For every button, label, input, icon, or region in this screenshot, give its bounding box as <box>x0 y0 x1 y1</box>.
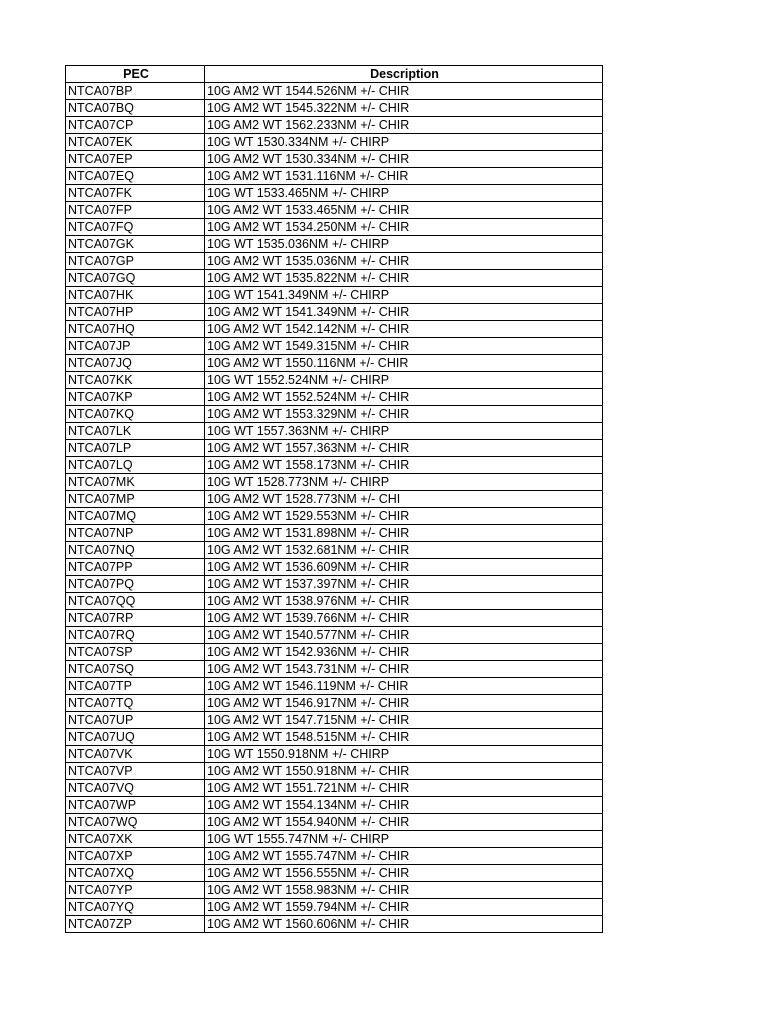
table-row <box>66 610 603 627</box>
pec-cell: NTCA07TQ <box>66 695 205 712</box>
table-row <box>66 763 603 780</box>
description-cell: 10G AM2 WT 1542.142NM +/- CHIR <box>205 321 603 338</box>
table-row <box>66 202 603 219</box>
description-cell: 10G AM2 WT 1555.747NM +/- CHIR <box>205 848 603 865</box>
pec-cell: NTCA07SQ <box>66 661 205 678</box>
table-row <box>66 525 603 542</box>
pec-cell: NTCA07PQ <box>66 576 205 593</box>
table-row <box>66 457 603 474</box>
description-cell: 10G AM2 WT 1535.822NM +/- CHIR <box>205 270 603 287</box>
pec-cell: NTCA07NP <box>66 525 205 542</box>
table-row <box>66 406 603 423</box>
pec-cell: NTCA07YQ <box>66 899 205 916</box>
pec-cell: NTCA07MK <box>66 474 205 491</box>
table-row <box>66 389 603 406</box>
pec-cell: NTCA07GK <box>66 236 205 253</box>
pec-cell: NTCA07UP <box>66 712 205 729</box>
pec-cell: NTCA07NQ <box>66 542 205 559</box>
table-row <box>66 729 603 746</box>
description-cell: 10G AM2 WT 1536.609NM +/- CHIR <box>205 559 603 576</box>
description-cell: 10G AM2 WT 1547.715NM +/- CHIR <box>205 712 603 729</box>
description-cell: 10G AM2 WT 1552.524NM +/- CHIR <box>205 389 603 406</box>
header-pec: PEC <box>66 66 205 83</box>
pec-cell: NTCA07BP <box>66 83 205 100</box>
table-row <box>66 780 603 797</box>
pec-cell: NTCA07KP <box>66 389 205 406</box>
description-cell: 10G AM2 WT 1548.515NM +/- CHIR <box>205 729 603 746</box>
header-description: Description <box>205 66 603 83</box>
description-cell: 10G AM2 WT 1546.119NM +/- CHIR <box>205 678 603 695</box>
description-cell: 10G AM2 WT 1559.794NM +/- CHIR <box>205 899 603 916</box>
pec-cell: NTCA07WQ <box>66 814 205 831</box>
pec-cell: NTCA07HQ <box>66 321 205 338</box>
pec-cell: NTCA07RQ <box>66 627 205 644</box>
pec-cell: NTCA07JQ <box>66 355 205 372</box>
description-cell: 10G AM2 WT 1531.898NM +/- CHIR <box>205 525 603 542</box>
table-row <box>66 695 603 712</box>
description-cell: 10G AM2 WT 1557.363NM +/- CHIR <box>205 440 603 457</box>
pec-cell: NTCA07WP <box>66 797 205 814</box>
description-cell: 10G AM2 WT 1528.773NM +/- CHI <box>205 491 603 508</box>
pec-cell: NTCA07GQ <box>66 270 205 287</box>
description-cell: 10G AM2 WT 1554.134NM +/- CHIR <box>205 797 603 814</box>
table-row <box>66 508 603 525</box>
pec-cell: NTCA07ZP <box>66 916 205 933</box>
description-cell: 10G AM2 WT 1558.173NM +/- CHIR <box>205 457 603 474</box>
table-row <box>66 627 603 644</box>
table-row <box>66 151 603 168</box>
table-row <box>66 440 603 457</box>
table-row <box>66 593 603 610</box>
description-cell: 10G AM2 WT 1546.917NM +/- CHIR <box>205 695 603 712</box>
description-cell: 10G AM2 WT 1530.334NM +/- CHIR <box>205 151 603 168</box>
table-row <box>66 916 603 933</box>
pec-cell: NTCA07XP <box>66 848 205 865</box>
pec-cell: NTCA07VK <box>66 746 205 763</box>
description-cell: 10G WT 1528.773NM +/- CHIRP <box>205 474 603 491</box>
table-row <box>66 882 603 899</box>
pec-cell: NTCA07EQ <box>66 168 205 185</box>
description-cell: 10G AM2 WT 1543.731NM +/- CHIR <box>205 661 603 678</box>
pec-cell: NTCA07KK <box>66 372 205 389</box>
header-row <box>66 66 603 83</box>
pec-cell: NTCA07RP <box>66 610 205 627</box>
table-row <box>66 814 603 831</box>
table-row <box>66 304 603 321</box>
pec-cell: NTCA07UQ <box>66 729 205 746</box>
description-cell: 10G AM2 WT 1532.681NM +/- CHIR <box>205 542 603 559</box>
table-row <box>66 338 603 355</box>
table-row <box>66 831 603 848</box>
pec-cell: NTCA07QQ <box>66 593 205 610</box>
table-row <box>66 83 603 100</box>
description-cell: 10G AM2 WT 1550.918NM +/- CHIR <box>205 763 603 780</box>
pec-cell: NTCA07CP <box>66 117 205 134</box>
description-cell: 10G AM2 WT 1560.606NM +/- CHIR <box>205 916 603 933</box>
description-cell: 10G AM2 WT 1542.936NM +/- CHIR <box>205 644 603 661</box>
pec-cell: NTCA07SP <box>66 644 205 661</box>
description-cell: 10G AM2 WT 1556.555NM +/- CHIR <box>205 865 603 882</box>
pec-cell: NTCA07YP <box>66 882 205 899</box>
table-row <box>66 253 603 270</box>
description-cell: 10G WT 1557.363NM +/- CHIRP <box>205 423 603 440</box>
table-row <box>66 117 603 134</box>
pec-cell: NTCA07MQ <box>66 508 205 525</box>
pec-cell: NTCA07VP <box>66 763 205 780</box>
pec-cell: NTCA07EP <box>66 151 205 168</box>
pec-cell: NTCA07EK <box>66 134 205 151</box>
pec-cell: NTCA07JP <box>66 338 205 355</box>
description-cell: 10G WT 1541.349NM +/- CHIRP <box>205 287 603 304</box>
table-row <box>66 100 603 117</box>
pec-cell: NTCA07MP <box>66 491 205 508</box>
table-header <box>66 66 603 83</box>
description-cell: 10G AM2 WT 1529.553NM +/- CHIR <box>205 508 603 525</box>
description-cell: 10G AM2 WT 1541.349NM +/- CHIR <box>205 304 603 321</box>
description-cell: 10G AM2 WT 1535.036NM +/- CHIR <box>205 253 603 270</box>
pec-cell: NTCA07KQ <box>66 406 205 423</box>
description-cell: 10G AM2 WT 1558.983NM +/- CHIR <box>205 882 603 899</box>
table-row <box>66 270 603 287</box>
description-cell: 10G AM2 WT 1550.116NM +/- CHIR <box>205 355 603 372</box>
description-cell: 10G AM2 WT 1544.526NM +/- CHIR <box>205 83 603 100</box>
pec-cell: NTCA07VQ <box>66 780 205 797</box>
table-row <box>66 236 603 253</box>
table-row <box>66 559 603 576</box>
pec-description-table <box>65 65 603 933</box>
pec-cell: NTCA07FP <box>66 202 205 219</box>
description-cell: 10G WT 1550.918NM +/- CHIRP <box>205 746 603 763</box>
table-row <box>66 372 603 389</box>
table-row <box>66 899 603 916</box>
pec-cell: NTCA07FK <box>66 185 205 202</box>
table-row <box>66 168 603 185</box>
description-cell: 10G AM2 WT 1551.721NM +/- CHIR <box>205 780 603 797</box>
table-row <box>66 678 603 695</box>
description-cell: 10G AM2 WT 1545.322NM +/- CHIR <box>205 100 603 117</box>
description-cell: 10G WT 1533.465NM +/- CHIRP <box>205 185 603 202</box>
table-row <box>66 797 603 814</box>
table-row <box>66 865 603 882</box>
table-row <box>66 542 603 559</box>
pec-cell: NTCA07HP <box>66 304 205 321</box>
table-row <box>66 491 603 508</box>
table-row <box>66 474 603 491</box>
description-cell: 10G AM2 WT 1549.315NM +/- CHIR <box>205 338 603 355</box>
description-cell: 10G WT 1530.334NM +/- CHIRP <box>205 134 603 151</box>
description-cell: 10G AM2 WT 1554.940NM +/- CHIR <box>205 814 603 831</box>
description-cell: 10G AM2 WT 1540.577NM +/- CHIR <box>205 627 603 644</box>
pec-cell: NTCA07TP <box>66 678 205 695</box>
table-row <box>66 423 603 440</box>
pec-cell: NTCA07HK <box>66 287 205 304</box>
pec-cell: NTCA07XK <box>66 831 205 848</box>
description-cell: 10G AM2 WT 1537.397NM +/- CHIR <box>205 576 603 593</box>
table-row <box>66 321 603 338</box>
table-row <box>66 712 603 729</box>
table-row <box>66 746 603 763</box>
table-row <box>66 134 603 151</box>
description-cell: 10G AM2 WT 1533.465NM +/- CHIR <box>205 202 603 219</box>
table-row <box>66 185 603 202</box>
pec-cell: NTCA07LP <box>66 440 205 457</box>
table-body <box>66 83 603 933</box>
pec-cell: NTCA07LQ <box>66 457 205 474</box>
description-cell: 10G WT 1555.747NM +/- CHIRP <box>205 831 603 848</box>
description-cell: 10G WT 1535.036NM +/- CHIRP <box>205 236 603 253</box>
description-cell: 10G AM2 WT 1538.976NM +/- CHIR <box>205 593 603 610</box>
description-cell: 10G AM2 WT 1539.766NM +/- CHIR <box>205 610 603 627</box>
table-row <box>66 287 603 304</box>
table-row <box>66 848 603 865</box>
table-row <box>66 355 603 372</box>
pec-cell: NTCA07XQ <box>66 865 205 882</box>
pec-cell: NTCA07FQ <box>66 219 205 236</box>
pec-cell: NTCA07PP <box>66 559 205 576</box>
pec-cell: NTCA07BQ <box>66 100 205 117</box>
pec-cell: NTCA07LK <box>66 423 205 440</box>
description-cell: 10G AM2 WT 1534.250NM +/- CHIR <box>205 219 603 236</box>
description-cell: 10G AM2 WT 1531.116NM +/- CHIR <box>205 168 603 185</box>
table-row <box>66 219 603 236</box>
description-cell: 10G AM2 WT 1562.233NM +/- CHIR <box>205 117 603 134</box>
table-row <box>66 576 603 593</box>
table-row <box>66 644 603 661</box>
table-row <box>66 661 603 678</box>
description-cell: 10G WT 1552.524NM +/- CHIRP <box>205 372 603 389</box>
description-cell: 10G AM2 WT 1553.329NM +/- CHIR <box>205 406 603 423</box>
pec-cell: NTCA07GP <box>66 253 205 270</box>
